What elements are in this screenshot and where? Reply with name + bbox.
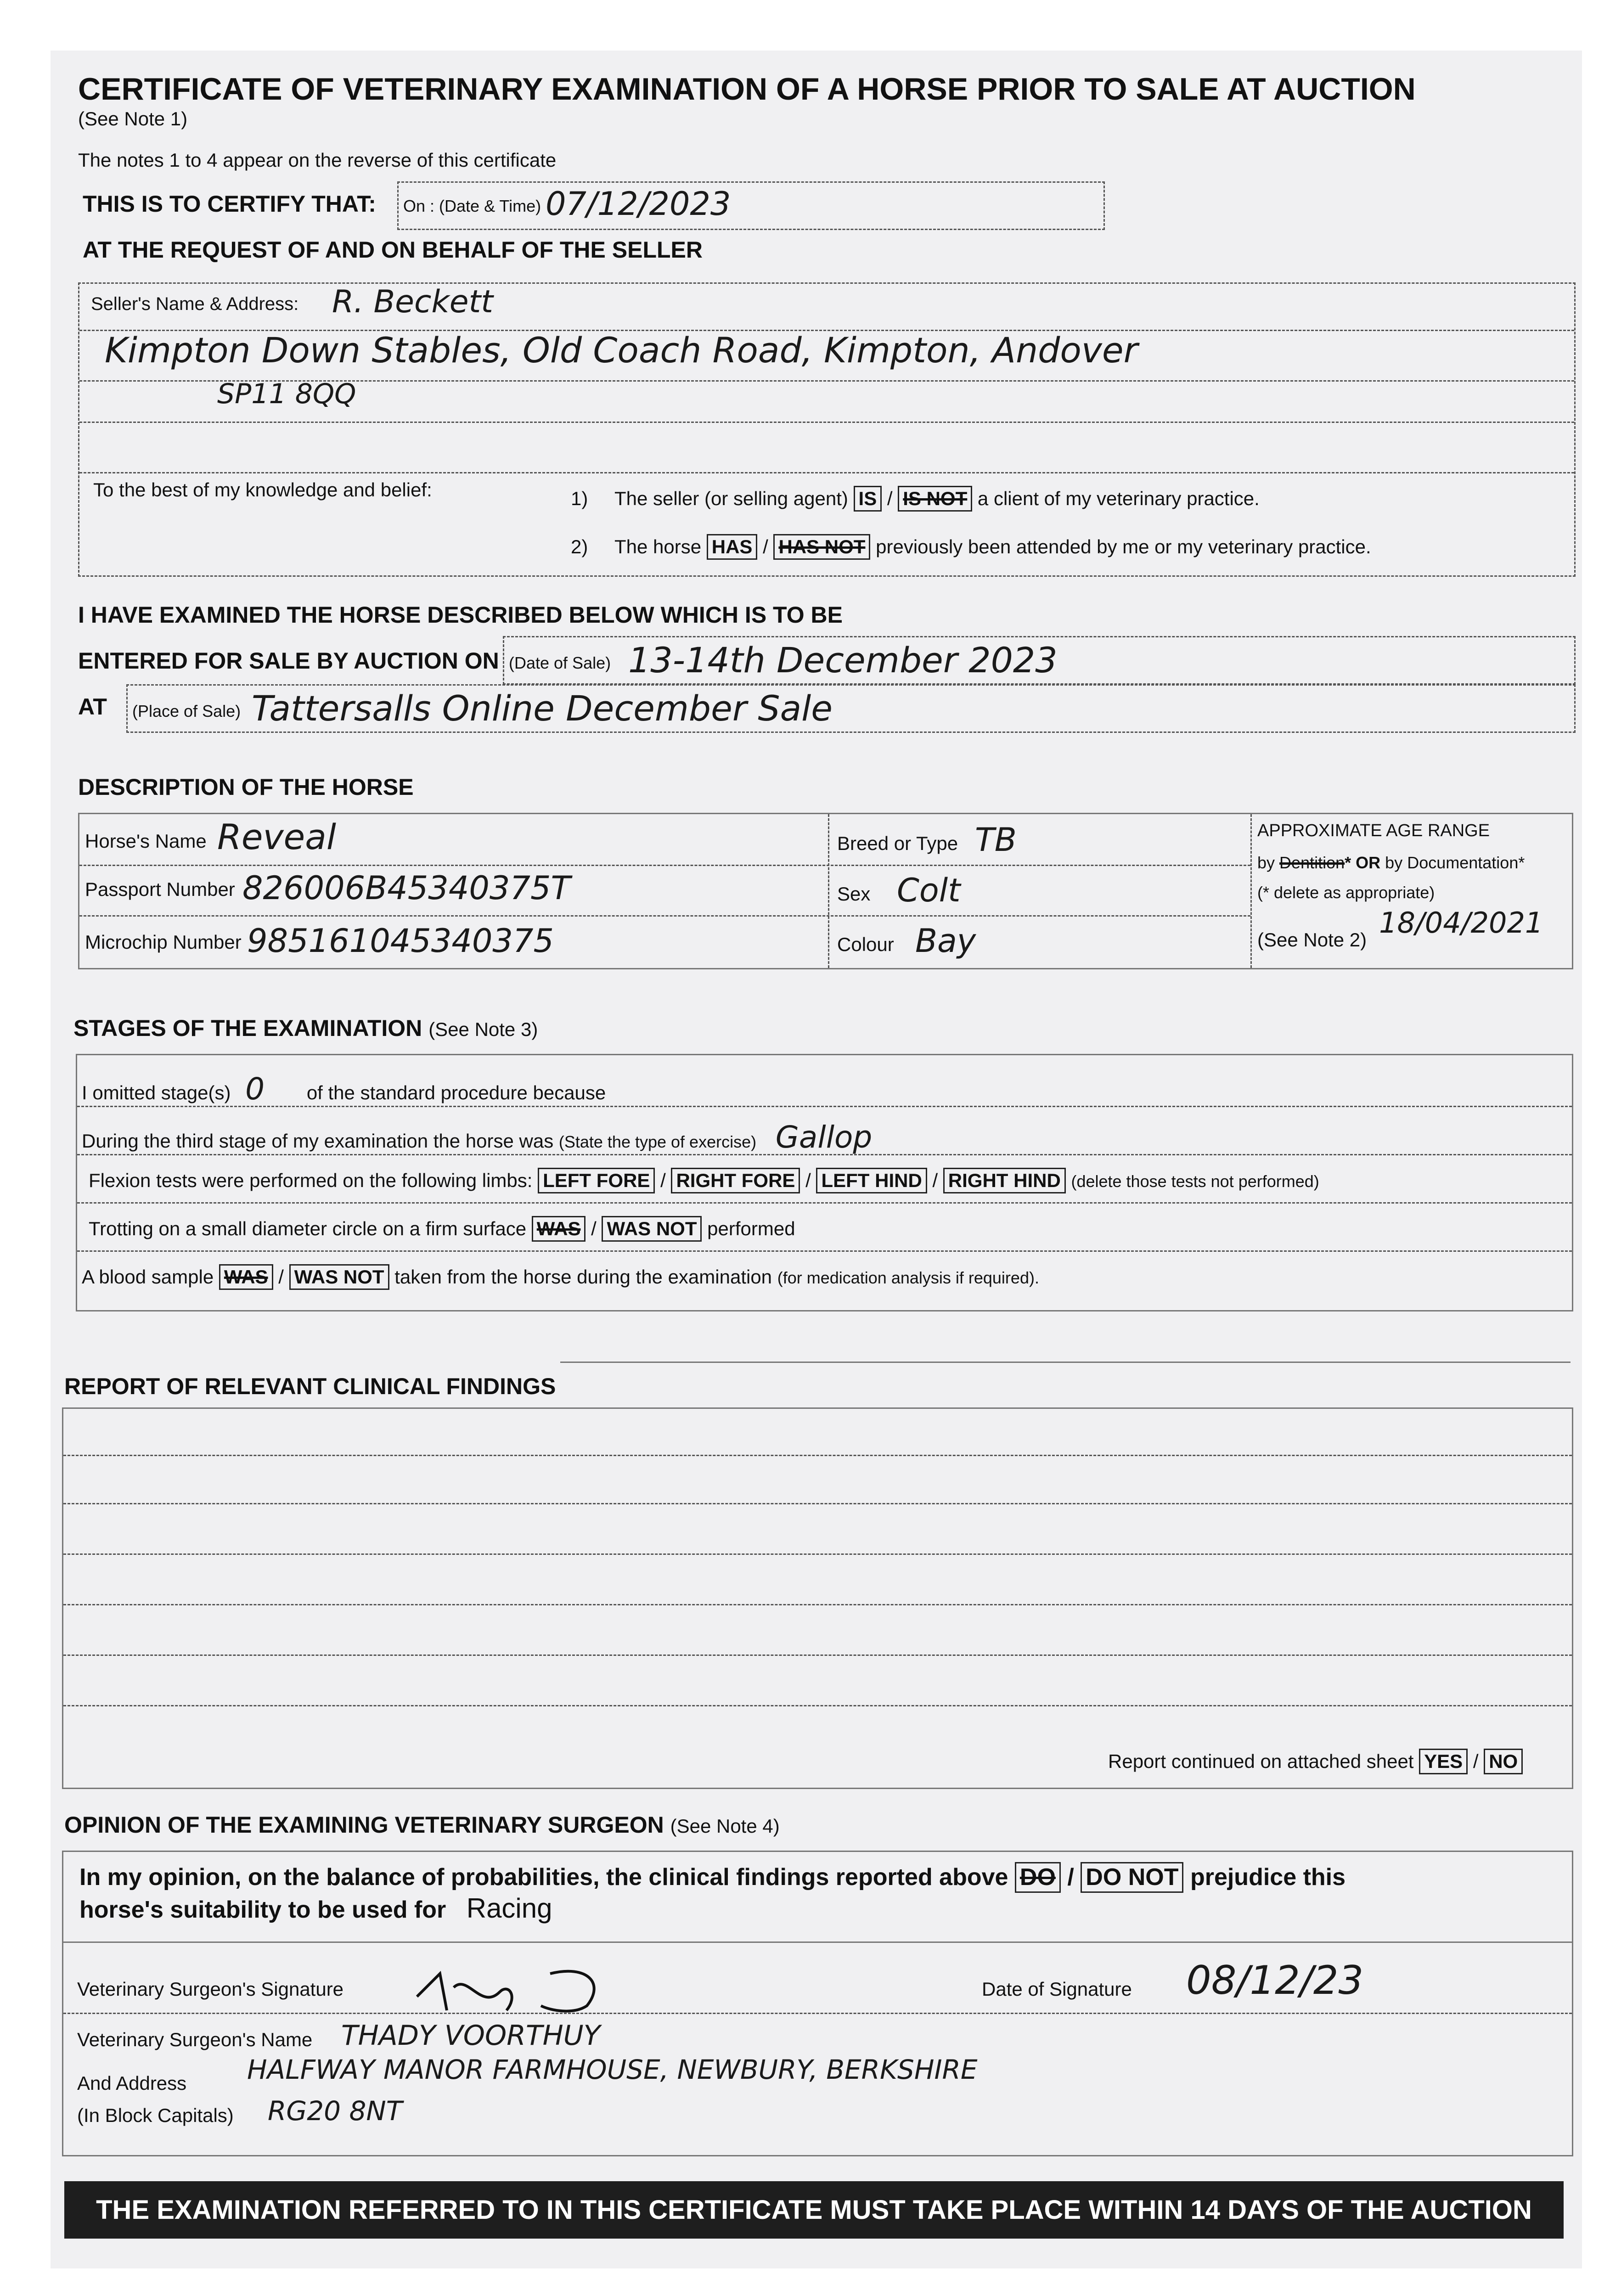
age-documentation-option[interactable]: by Documentation* [1385,853,1525,872]
passport-value[interactable]: 826006B45340375T [242,869,571,907]
item2-number: 2) [571,536,588,557]
horse-name-label: Horse's Name [85,830,207,852]
item1-number: 1) [571,488,588,509]
seller-box [78,282,1576,577]
sex-label: Sex [837,883,871,905]
opinion-box [62,1851,1573,2156]
limb-right-fore[interactable]: RIGHT FORE [671,1168,800,1193]
passport-label: Passport Number [85,878,235,900]
blood-note: (for medication analysis if required). [777,1268,1039,1287]
age-value[interactable]: 18/04/2021 [1379,906,1543,940]
notes-line: The notes 1 to 4 appear on the reverse of this certificate [78,149,557,171]
place-of-sale-value: Tattersalls Online December Sale [252,688,833,729]
vet-name-label: Veterinary Surgeon's Name [77,2029,313,2050]
blood-was-not-option[interactable]: WAS NOT [289,1264,389,1290]
microchip-label: Microchip Number [85,931,242,953]
opinion-use-line [79,1892,552,1924]
clinical-findings-area[interactable] [62,1407,1573,1789]
certify-label: THIS IS TO CERTIFY THAT: [83,191,376,217]
blood-was-option[interactable]: WAS [219,1264,273,1290]
flexion-note: (delete those tests not performed) [1071,1172,1319,1191]
age-by: by [1257,853,1275,872]
exam-date-value: 07/12/2023 [546,185,731,223]
vet-address-line2[interactable]: RG20 8NT [268,2095,403,2127]
opinion-do-not-option[interactable]: DO NOT [1081,1862,1183,1893]
item2-text: The horse [614,536,702,557]
knowledge-label: To the best of my knowledge and belief: [93,479,432,501]
stages-box [76,1054,1573,1311]
entered-label: ENTERED FOR SALE BY AUCTION ON [78,648,499,674]
item1-tail: a client of my veterinary practice. [977,488,1260,509]
seller-address-line1[interactable]: Kimpton Down Stables, Old Coach Road, Kimpton, Andover [105,330,1138,371]
age-delete-note: (* delete as appropriate) [1257,883,1435,902]
opinion-statement: In my opinion, on the balance of probabilities, the clinical findings reported above DO / DO NOT prejudice this [79,1862,1345,1893]
age-see-note: (See Note 2) [1257,929,1367,951]
opinion-heading-line [64,1812,780,1838]
examined-line: I HAVE EXAMINED THE HORSE DESCRIBED BELOW WHICH IS TO BE [78,602,843,628]
trot-line: Trotting on a small diameter circle on a firm surface WAS / WAS NOT performed [89,1216,795,1242]
sex-value[interactable]: Colt [897,872,961,909]
attended-has-not-option[interactable]: HAS NOT [773,534,870,560]
client-is-option[interactable]: IS [854,486,882,512]
trot-was-not-option[interactable]: WAS NOT [602,1216,702,1242]
certificate-sheet [51,51,1582,2268]
date-of-signature-label: Date of Signature [982,1978,1132,2000]
limb-right-hind[interactable]: RIGHT HIND [943,1168,1066,1193]
report-continued-label: Report continued on attached sheet [1108,1750,1414,1772]
report-yes-option[interactable]: YES [1419,1749,1468,1774]
seller-address-line2[interactable]: SP11 8QQ [217,378,356,410]
item1-separator: / [887,488,893,509]
date-of-sale-field[interactable] [503,636,1576,685]
flexion-label: Flexion tests were performed on the following limbs: [89,1170,533,1191]
trot-tail: performed [707,1218,795,1239]
colour-value[interactable]: Bay [915,922,976,960]
blood-label: A blood sample [82,1266,214,1288]
age-dentition-option[interactable]: Dentition [1279,853,1345,872]
third-stage-note: (State the type of exercise) [558,1132,757,1151]
report-continued-line: Report continued on attached sheet YES / NO [1108,1749,1523,1774]
omitted-label: I omitted stage(s) [82,1082,231,1103]
age-method-line [1257,853,1525,872]
stages-heading-line [73,1015,538,1041]
omitted-tail: of the standard procedure because [306,1082,606,1103]
breed-label: Breed or Type [837,833,958,854]
age-range-title: APPROXIMATE AGE RANGE [1257,821,1490,840]
trot-label: Trotting on a small diameter circle on a firm surface [89,1218,527,1239]
client-is-not-option[interactable]: IS NOT [898,486,972,512]
age-or: * OR [1345,853,1381,872]
opinion-use-label: horse's suitability to be used for [79,1896,446,1923]
trot-was-option[interactable]: WAS [532,1216,586,1242]
item2-separator: / [763,536,768,557]
date-of-signature-value[interactable]: 08/12/23 [1186,1958,1364,2003]
limb-left-hind[interactable]: LEFT HIND [816,1168,927,1193]
report-no-option[interactable]: NO [1484,1749,1523,1774]
vet-address-label: And Address [77,2072,187,2094]
place-of-sale-field[interactable] [126,684,1576,733]
report-heading: REPORT OF RELEVANT CLINICAL FINDINGS [64,1373,556,1399]
microchip-value[interactable]: 985161045340375 [247,922,554,960]
breed-value[interactable]: TB [975,821,1017,859]
signature-label: Veterinary Surgeon's Signature [77,1978,344,2000]
opinion-heading: OPINION OF THE EXAMINING VETERINARY SURGEON [64,1812,664,1838]
block-capitals-note: (In Block Capitals) [77,2105,234,2126]
exam-date-field[interactable] [397,181,1105,230]
stages-heading-note: (See Note 3) [428,1019,538,1040]
item1-text: The seller (or selling agent) [614,488,848,509]
seller-label: Seller's Name & Address: [91,294,299,314]
blood-line: A blood sample WAS / WAS NOT taken from the horse during the examination (for medication analysis if required). [82,1264,1039,1290]
omitted-value[interactable]: 0 [245,1071,265,1107]
page-title: CERTIFICATE OF VETERINARY EXAMINATION OF A HORSE PRIOR TO SALE AT AUCTION [78,72,1416,107]
seller-name[interactable]: R. Beckett [332,284,493,320]
footer-banner: THE EXAMINATION REFERRED TO IN THIS CERTIFICATE MUST TAKE PLACE WITHIN 14 DAYS OF THE AUCTION [64,2181,1564,2239]
flexion-line: Flexion tests were performed on the following limbs: LEFT FORE / RIGHT FORE / LEFT HIND / RIGHT HIND (delete those tests not performed) [89,1168,1319,1193]
seller-statement-1 [571,486,1260,512]
seller-statement-2 [571,534,1371,560]
third-stage-line [82,1120,872,1155]
blood-tail: taken from the horse during the examination [394,1266,772,1288]
description-table [78,813,1573,969]
opinion-text: In my opinion, on the balance of probabilities, the clinical findings reported above [79,1864,1008,1891]
opinion-do-option[interactable]: DO [1015,1862,1061,1893]
third-stage-label: During the third stage of my examination the horse was [82,1130,554,1152]
limb-left-fore[interactable]: LEFT FORE [538,1168,655,1193]
opinion-text-tail: prejudice this [1190,1864,1346,1891]
attended-has-option[interactable]: HAS [707,534,758,560]
request-line: AT THE REQUEST OF AND ON BEHALF OF THE SELLER [83,237,703,263]
vet-address-line1[interactable]: HALFWAY MANOR FARMHOUSE, NEWBURY, BERKSHIRE [247,2054,978,2085]
colour-label: Colour [837,934,894,955]
opinion-use-value[interactable]: Racing [466,1893,552,1924]
item2-tail: previously been attended by me or my veterinary practice. [876,536,1371,557]
horse-name-value[interactable]: Reveal [217,816,336,857]
date-of-sale-label: (Date of Sale) [509,653,611,672]
opinion-heading-note: (See Note 4) [670,1815,780,1837]
third-stage-value[interactable]: Gallop [775,1120,873,1155]
see-note-1: (See Note 1) [78,108,188,129]
omitted-line [82,1071,606,1107]
at-label: AT [78,694,107,720]
date-of-sale-value: 13-14th December 2023 [628,640,1058,681]
stages-heading: STAGES OF THE EXAMINATION [73,1015,422,1041]
exam-date-label: On : (Date & Time) [403,197,541,215]
place-of-sale-label: (Place of Sale) [132,702,241,720]
description-heading: DESCRIPTION OF THE HORSE [78,774,414,800]
vet-name-value[interactable]: THADY VOORTHUY [341,2020,601,2052]
